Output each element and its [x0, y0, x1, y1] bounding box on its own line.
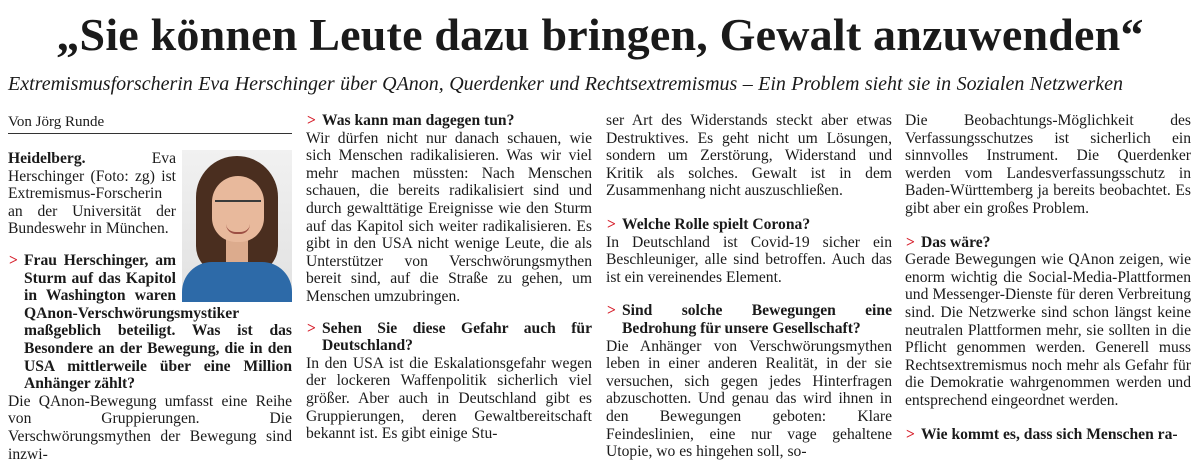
question-text: Sind solche Bewegungen eine Bedrohung für unsere Gesellschaft? — [622, 302, 892, 337]
question-text: Sehen Sie diese Gefahr auch für Deutschland? — [322, 319, 592, 355]
question-marker-icon: > — [307, 319, 316, 337]
article-column-4 — [905, 112, 1191, 444]
answer-paragraph: In Deutschland ist Covid-19 sicher ein Beschleuniger, alle sind betroffen. Auch das ist ein vereinendes Element. — [606, 233, 892, 286]
article-column-1 — [8, 112, 292, 463]
question-1 — [8, 252, 292, 393]
question-text: Wie kommt es, dass sich Menschen ra- — [921, 425, 1178, 443]
answer-paragraph: In den USA ist die Eskalationsgefahr wegen der lockeren Waffenpolitik sicherlich viel größer. Aber auch in Deutschland gibt es Gruppierungen, deren Gewaltbereitschaft bekannt ist. Es gibt einige Stu- — [306, 354, 592, 443]
article-column-2 — [306, 112, 592, 444]
question-5 — [606, 302, 892, 337]
answer-paragraph: Die Beobachtungs-Möglichkeit des Verfassungsschutzes ist sicherlich ein sinnvolles Instrument. Die Querdenker werden vom Landesverfassungsschutz in Baden-Württemberg ja bereits beobachtet. Es gibt aber ein großes Problem. — [905, 112, 1191, 217]
question-marker-icon: > — [307, 112, 316, 129]
question-marker-icon: > — [906, 425, 915, 443]
question-7 — [905, 426, 1191, 444]
answer-paragraph: ser Art des Widerstands steckt aber etwas Destruktives. Es geht nicht um Lösungen, sondern um Zerstörung, Widerstand und Kritik als solches. Gewalt ist in dem Zusammenhang nicht auszuschließen. — [606, 112, 892, 200]
question-text: Das wäre? — [921, 233, 991, 251]
question-marker-icon: > — [9, 251, 18, 269]
answer-paragraph: Gerade Bewegungen wie QAnon zeigen, wie enorm wichtig die Social-Media-Plattformen und Messenger-Dienste für deren Verbreitung sind. Die Netzwerke sind schon längst keine neutralen Plattformen mehr, sie sollten in die Pflicht genommen werden. Generell muss Rechtsextremismus noch mehr als Gefahr für die Demokratie wahrgenommen werden und entsprechend eingeordnet werden. — [905, 251, 1191, 409]
answer-paragraph: Die Anhänger von Verschwörungsmythen leben in einer anderen Realität, in der sie versuchen, sich gegen jedes Hinterfragen abzuschotten. Und genau das wird ihnen in den Bewegungen geboten: Klare Feindeslinien, eine nur vage gehaltene Utopie, wo es hingehen soll, so- — [606, 337, 892, 461]
question-text: Welche Rolle spielt Corona? — [622, 215, 811, 233]
headline: „Sie können Leute dazu bringen, Gewalt anzuwenden“ — [56, 9, 1144, 60]
answer-paragraph: Die QAnon-Bewegung umfasst eine Reihe von Gruppierungen. Die Verschwörungsmythen der Bewegung sind inzwi- — [8, 392, 292, 463]
dateline: Heidelberg. — [8, 150, 86, 167]
intro-text: Eva Herschinger (Foto: zg) ist Extremismus-Forscherin an der Universität der Bundeswehr in München. — [8, 150, 176, 238]
question-marker-icon: > — [607, 302, 616, 320]
question-marker-icon: > — [607, 215, 616, 233]
answer-paragraph: Wir dürfen nicht nur danach schauen, wie sich Menschen radikalisieren. Was wir viel mehr machen müssten: Nach Menschen schauen, die bereits radikalisiert sind und durch gewalttätige Ereignisse wie den Sturm auf das Kapitol sich weiter radikalisieren. Es gibt in den USA nicht wenige Leute, die als Unterstützer von Verschwörungsmythen bereit sind, auf die Straße zu gehen, um Menschen umzubringen. — [306, 129, 592, 305]
question-text: Was kann man dagegen tun? — [322, 112, 515, 129]
question-2 — [306, 112, 592, 130]
question-3 — [306, 320, 592, 355]
question-6 — [905, 234, 1191, 252]
question-4 — [606, 216, 892, 234]
byline: Von Jörg Runde — [8, 112, 292, 134]
question-text: Frau Herschinger, am Sturm auf das Kapitol in Washington waren QAnon-Verschwörungsmystiker maßgeblich beteiligt. Was ist das Besondere an der Bewegung, die in den USA mittlerweile über eine Million Anhänger zählt? — [24, 251, 292, 393]
article-column-3 — [606, 112, 892, 461]
question-marker-icon: > — [906, 233, 915, 251]
subheadline: Extremismusforscherin Eva Herschinger über QAnon, Querdenker und Rechtsextremismus – Ein Problem sieht sie in Sozialen Netzwerken — [8, 73, 1124, 95]
